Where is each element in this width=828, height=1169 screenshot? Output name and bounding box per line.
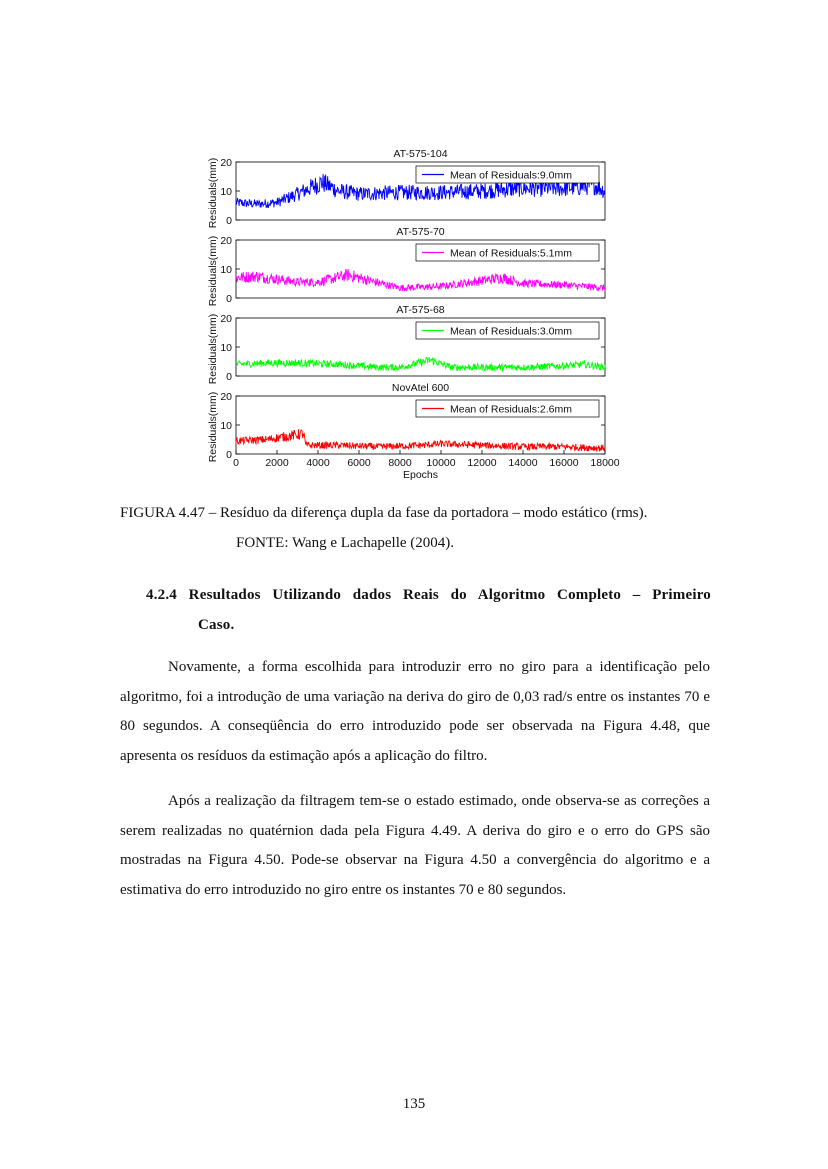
y-tick-label: 20 [220, 157, 232, 169]
y-tick-label: 10 [220, 264, 232, 276]
legend-label: Mean of Residuals:3.0mm [450, 325, 572, 338]
figure-caption [120, 503, 720, 553]
x-tick-label: 16000 [549, 457, 579, 469]
x-tick-label: 0 [233, 457, 239, 469]
x-tick-label: 4000 [306, 457, 330, 469]
panel-title: AT-575-68 [396, 304, 445, 316]
y-axis-label: Residuals(mm) [207, 157, 219, 229]
panel-title: NovAtel 600 [391, 382, 450, 394]
y-tick-label: 20 [220, 235, 232, 247]
caption-line: FIGURA 4.47 – Resíduo da diferença dupla da fase da portadora – modo estático (rms). [120, 505, 648, 521]
paragraph: Após a realização da filtragem tem-se o estado estimado, onde observa-se as correções a serem realizadas no quatérnion dada pela Figura 4.49. A deriva do giro e o erro do GPS são mostradas na Figura 4.50. Pode-se observar na Figura 4.50 a convergência do algoritmo e a estimativa do erro introduzido no giro entre os instantes 70 e 80 segundos. [120, 793, 710, 898]
legend-label: Mean of Residuals:2.6mm [450, 403, 572, 416]
x-axis-label: Epochs [402, 469, 439, 481]
x-tick-label: 12000 [467, 457, 497, 469]
paragraph: Novamente, a forma escolhida para introduzir erro no giro para a identificação pelo algoritmo, foi a introdução de uma variação na deriva do giro de 0,03 rad/s entre os instantes 70 e 80 segundos. A conseqüência do erro introduzido pode ser observada na Figura 4.48, que apresenta os resíduos da estimação após a aplicação do filtro. [120, 659, 710, 764]
y-axis-label: Residuals(mm) [207, 391, 219, 463]
x-tick-label: 6000 [347, 457, 371, 469]
y-tick-label: 20 [220, 313, 232, 325]
y-tick-label: 0 [226, 215, 232, 227]
y-tick-label: 10 [220, 186, 232, 198]
section-heading [146, 580, 711, 640]
y-tick-label: 0 [226, 293, 232, 305]
panel-title: AT-575-104 [393, 148, 448, 160]
legend-label: Mean of Residuals:5.1mm [450, 247, 572, 260]
y-tick-label: 10 [220, 420, 232, 432]
x-tick-label: 10000 [426, 457, 456, 469]
y-tick-label: 10 [220, 342, 232, 354]
caption-source: FONTE: Wang e Lachapelle (2004). [236, 535, 455, 551]
y-tick-label: 0 [226, 371, 232, 383]
legend-label: Mean of Residuals:9.0mm [450, 169, 572, 182]
y-axis-label: Residuals(mm) [207, 313, 219, 385]
page-number: 135 [402, 1096, 426, 1112]
x-tick-label: 8000 [388, 457, 412, 469]
section-title: 4.2.4 Resultados Utilizando dados Reais do Algoritmo Completo – Primeiro [146, 587, 711, 603]
y-tick-label: 20 [220, 391, 232, 403]
x-tick-label: 18000 [590, 457, 620, 469]
section-title-cont: Caso. [198, 617, 235, 633]
panel-title: AT-575-70 [396, 226, 445, 238]
y-tick-label: 0 [226, 449, 232, 461]
x-tick-label: 14000 [508, 457, 538, 469]
y-axis-label: Residuals(mm) [207, 235, 219, 307]
x-tick-label: 2000 [265, 457, 289, 469]
residuals-figure [200, 140, 620, 490]
